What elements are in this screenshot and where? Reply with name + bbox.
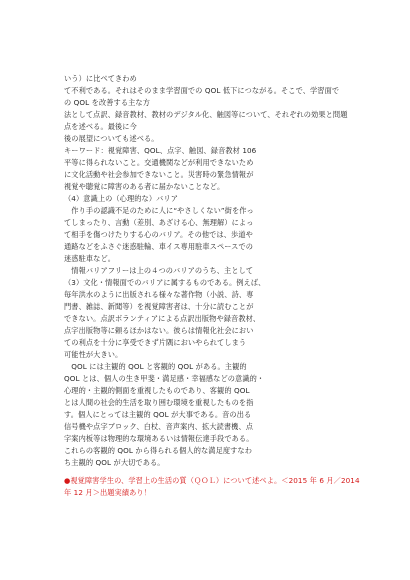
question-line-2: 年 12 月＞出題実績あり！: [64, 488, 151, 497]
text-line: てしまったり、言動（差別、あざける心、無理解）によっ: [64, 218, 254, 227]
text-line: キーワード：視覚障害、QOL、点字、触図、録音教材 106: [64, 146, 257, 155]
text-line: ち主観的 QOL が大切である。: [64, 458, 165, 467]
text-line: 字案内板等は物理的な環境あるいは情報伝達手段である。: [64, 434, 254, 443]
text-line: いう）に比べてきわめ: [64, 74, 137, 83]
text-line: QOL とは、個人の生き甲斐・満足感・幸福感などの意識的・: [64, 374, 265, 383]
text-line: 可能性が大きい。: [64, 350, 123, 359]
text-line: 通路などをふさぐ迷惑駐輪、車イス専用駐車スペースでの: [64, 242, 254, 251]
text-line: 点字出版物等に頼るほかはない。彼らは情報化社会におい: [64, 326, 254, 335]
text-line: て相手を傷つけたりする心のバリア。その他では、歩道や: [64, 230, 253, 239]
text-line: 作り手の認識不足のために人に“やさしくない”街を作っ: [64, 206, 254, 215]
text-line: の QOL を改善する主な方: [64, 98, 150, 107]
bullet-icon: ●: [64, 476, 71, 485]
text-line: 後の展望についても述べる。: [64, 134, 159, 143]
text-line: 法として点訳、録音教材、教材のデジタル化、触図等について、それぞれの効果と問題: [64, 110, 348, 119]
text-line: とは人間の社会的生活を取り囲む環境を重視したものを指: [64, 398, 254, 407]
question-text: 視覚障害学生の、学習上の生活の質（ＱＯＬ）について述べよ。＜2015 年 6 月／2014: [70, 476, 360, 485]
text-line: （3）文化・情報面でのバリアに属するものである。例えば、: [64, 278, 266, 287]
text-line: 視覚や聴覚に障害のある者に届かないことなど。: [64, 182, 225, 191]
text-line: 迷惑駐車など。: [64, 254, 116, 263]
text-line: 情報バリアフリーは上の４つのバリアのうち、主として: [64, 266, 254, 275]
text-line: （4）意識上の（心理的な）バリア: [64, 194, 178, 203]
text-line: 門書、雑誌、新聞等）を視覚障害者は、十分に読むことが: [64, 302, 254, 311]
text-line: QOL には主観的 QOL と客観的 QOL がある。主観的: [64, 362, 247, 371]
text-line: 心理的・主観的側面を重視したものであり、客観的 QOL: [64, 386, 250, 395]
text-line: 信号機や点字ブロック、白杖、音声案内、拡大読書機、点: [64, 422, 254, 431]
text-line: ての利点を十分に享受できず片隅においやられてしまう: [64, 338, 247, 347]
text-line: す。個人にとっては主観的 QOL が大事である。音の出る: [64, 410, 252, 419]
text-line: 平等に得られないこと。交通機関などが利用できないため: [64, 158, 254, 167]
text-line: 毎年洪水のように出版される様々な著作物（小説、詩、専: [64, 290, 254, 299]
question-line-1: [64, 476, 360, 486]
text-line: できない。点訳ボランティアによる点訳出版物や録音教材、: [64, 314, 261, 323]
text-line: これらの客観的 QOL から得られる個人的な満足度すなわ: [64, 446, 253, 455]
text-line: に文化活動や社会参加できないこと。災害時の緊急情報が: [64, 170, 254, 179]
text-line: て不利である。それはそのまま学習面での QOL 低下につながる。そこで、学習面で: [64, 86, 340, 95]
text-line: 点を述べる。最後に今: [64, 122, 137, 131]
